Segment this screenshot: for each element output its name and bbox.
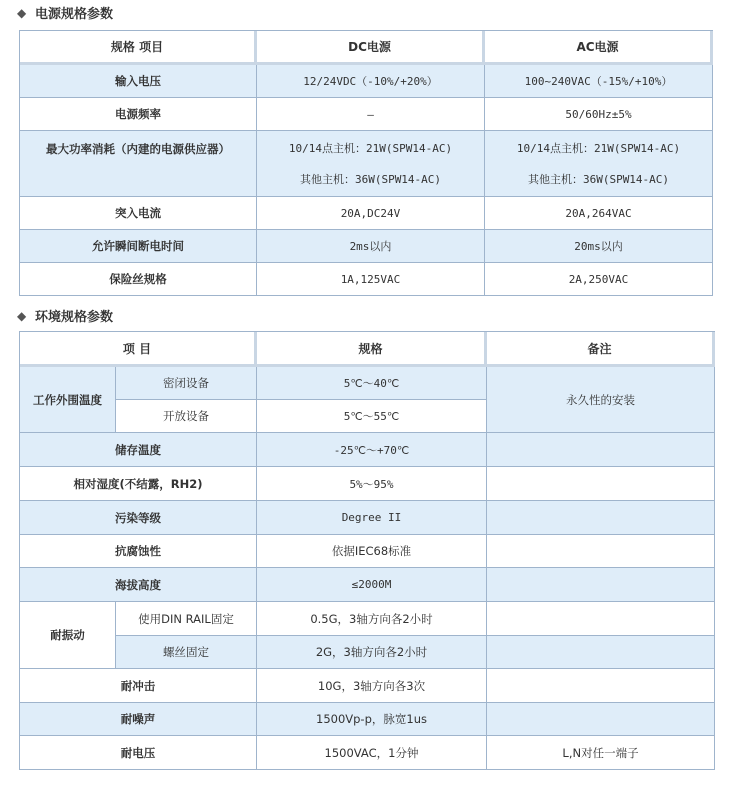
note-value [487, 703, 715, 736]
dc-value [257, 131, 485, 197]
table-row [20, 230, 713, 263]
table-row [20, 65, 713, 98]
table-row [20, 602, 715, 636]
sub-label: 使用DIN RAIL固定 [116, 602, 257, 636]
dc-value: 12/24VDC（-10%/+20%） [257, 65, 485, 98]
row-label: 最大功率消耗（内建的电源供应器） [20, 131, 257, 197]
table-header-row [20, 31, 713, 65]
diamond-bullet-icon: ◆ [17, 308, 27, 323]
table-row [20, 669, 715, 703]
spec-value: ≤2000M [257, 568, 487, 602]
row-label: 海拔高度 [20, 568, 257, 602]
header-cell: 备注 [487, 332, 715, 367]
table-row [20, 131, 713, 197]
temp-label: 工作外围温度 [20, 367, 116, 433]
header-cell: AC电源 [485, 31, 713, 65]
header-cell: 规格 [257, 332, 487, 367]
dc-value: 20A,DC24V [257, 197, 485, 230]
ac-value: 20ms以内 [485, 230, 713, 263]
row-label: 突入电流 [20, 197, 257, 230]
diamond-bullet-icon: ◆ [17, 5, 27, 20]
dc-value-line: 其他主机：36W(SPW14-AC) [299, 172, 442, 186]
ac-value-line: 其他主机：36W(SPW14-AC) [527, 172, 670, 186]
header-cell: 规格 项目 [20, 31, 257, 65]
sub-label: 螺丝固定 [116, 636, 257, 669]
env-spec-title-text: 环境规格参数 [35, 310, 114, 325]
spec-value: 5%～95% [257, 467, 487, 501]
power-spec-table [19, 30, 713, 296]
spec-value: 0.5G，3轴方向各2小时 [257, 602, 487, 636]
spec-value: 1500VAC，1分钟 [257, 736, 487, 770]
ac-value [485, 131, 713, 197]
table-row [20, 535, 715, 568]
table-row [20, 501, 715, 535]
row-label: 耐噪声 [20, 703, 257, 736]
ac-value: 100~240VAC（-15%/+10%） [485, 65, 713, 98]
note-value [487, 433, 715, 467]
dc-value: — [257, 98, 485, 131]
note-value [487, 602, 715, 636]
table-row [20, 736, 715, 770]
spec-value: 2G，3轴方向各2小时 [257, 636, 487, 669]
table-row [20, 568, 715, 602]
note-value [487, 568, 715, 602]
dc-value: 2ms以内 [257, 230, 485, 263]
table-row [20, 433, 715, 467]
row-label: 污染等级 [20, 501, 257, 535]
note-value: L,N对任一端子 [487, 736, 715, 770]
note-value [487, 669, 715, 703]
row-label: 输入电压 [20, 65, 257, 98]
sub-label: 开放设备 [116, 400, 257, 433]
spec-value: 10G，3轴方向各3次 [257, 669, 487, 703]
power-spec-title-text: 电源规格参数 [35, 7, 114, 22]
table-row [20, 467, 715, 501]
spec-value: 依据IEC68标准 [257, 535, 487, 568]
spec-value: 5℃～55℃ [257, 400, 487, 433]
note-value [487, 636, 715, 669]
env-spec-section-title [17, 306, 113, 325]
ac-value: 50/60Hz±5% [485, 98, 713, 131]
spec-value: Degree II [257, 501, 487, 535]
dc-value-line: 10/14点主机：21W(SPW14-AC) [288, 141, 453, 155]
row-label: 耐电压 [20, 736, 257, 770]
row-label: 保险丝规格 [20, 263, 257, 296]
row-label: 储存温度 [20, 433, 257, 467]
ac-value: 20A,264VAC [485, 197, 713, 230]
table-row [20, 197, 713, 230]
power-spec-section-title [17, 3, 113, 22]
ac-value-line: 10/14点主机：21W(SPW14-AC) [516, 141, 681, 155]
note-value [487, 501, 715, 535]
note-value: 永久性的安装 [487, 367, 715, 433]
table-header-row [20, 332, 715, 367]
dc-value: 1A,125VAC [257, 263, 485, 296]
table-row [20, 263, 713, 296]
ac-value: 2A,250VAC [485, 263, 713, 296]
vibration-label: 耐振动 [20, 602, 116, 669]
row-label: 电源频率 [20, 98, 257, 131]
table-row [20, 636, 715, 669]
row-label: 抗腐蚀性 [20, 535, 257, 568]
note-value [487, 535, 715, 568]
row-label: 耐冲击 [20, 669, 257, 703]
env-spec-table [19, 331, 715, 770]
row-label: 相对湿度(不结露，RH2) [20, 467, 257, 501]
row-label: 允许瞬间断电时间 [20, 230, 257, 263]
table-row [20, 703, 715, 736]
header-cell: DC电源 [257, 31, 485, 65]
header-cell: 项 目 [20, 332, 257, 367]
table-row [20, 367, 715, 400]
note-value [487, 467, 715, 501]
table-row [20, 98, 713, 131]
spec-value: 1500Vp-p，脉宽1us [257, 703, 487, 736]
spec-value: 5℃～40℃ [257, 367, 487, 400]
spec-value: -25℃～+70℃ [257, 433, 487, 467]
sub-label: 密闭设备 [116, 367, 257, 400]
